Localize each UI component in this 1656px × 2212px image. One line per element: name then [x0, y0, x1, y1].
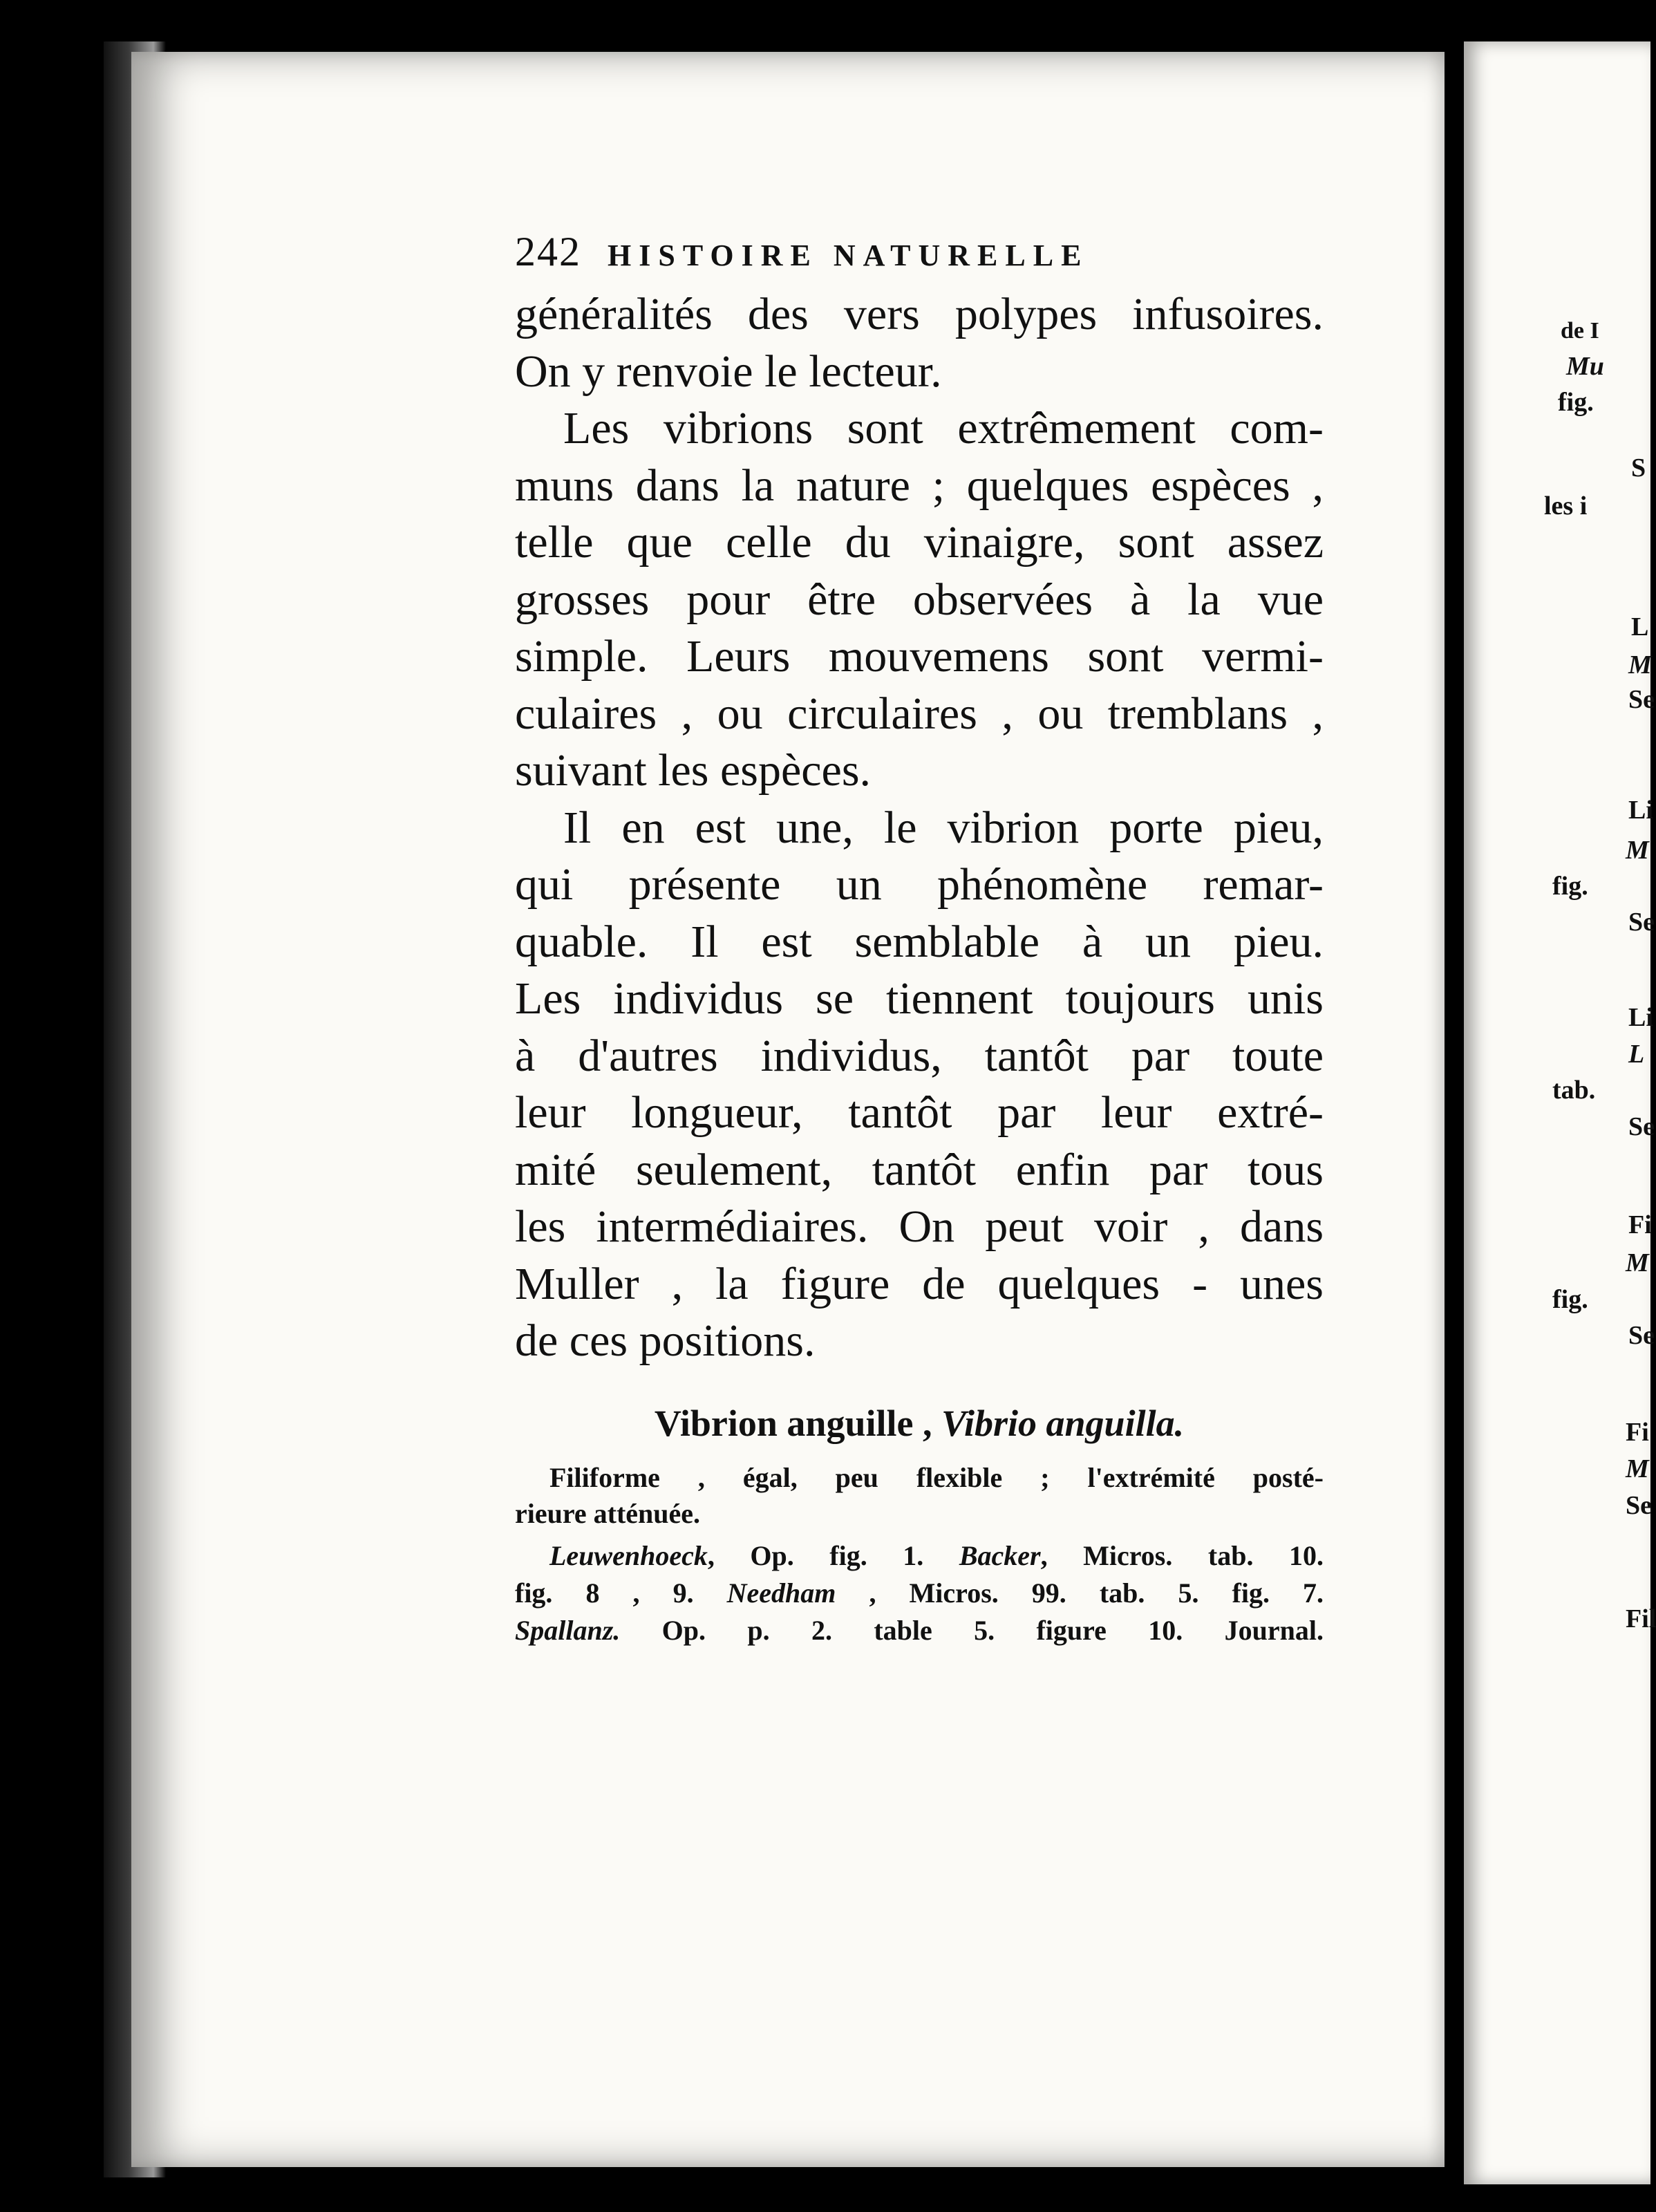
fragment: S: [1631, 453, 1646, 482]
fragment: M: [1628, 650, 1652, 679]
reference-author: Needham: [726, 1577, 836, 1609]
reference-line: [515, 1537, 1324, 1575]
running-head-title: HISTOIRE NATURELLE: [608, 238, 1089, 272]
reference-text: , Micros. 99. tab. 5. fig. 7.: [869, 1577, 1324, 1609]
fragment: Se: [1628, 1321, 1655, 1350]
text-line: Les vibrions sont extrêmement com-: [563, 403, 1324, 453]
text-line: suivant les espèces.: [515, 745, 872, 796]
fragment: fig.: [1558, 388, 1594, 417]
text-line: les intermédiaires. On peut voir , dans: [515, 1201, 1324, 1252]
fragment: fig.: [1552, 872, 1588, 901]
fragment: fig.: [1552, 1285, 1588, 1314]
reference-line: [515, 1612, 1324, 1649]
fragment: M: [1626, 1248, 1649, 1277]
species-latin-name: Vibrio anguilla.: [941, 1402, 1185, 1444]
reference-author: Leuwenhoeck: [549, 1539, 708, 1571]
species-common-name: Vibrion anguille ,: [654, 1402, 932, 1444]
text-line: simple. Leurs mouvemens sont vermi-: [515, 631, 1324, 682]
paragraph-1: [515, 286, 1324, 400]
fragment: Se: [1628, 1112, 1655, 1141]
fragment: L: [1631, 612, 1649, 641]
species-references: [515, 1537, 1324, 1649]
fragment: M: [1626, 836, 1649, 865]
text-line: quable. Il est semblable à un pieu.: [515, 916, 1324, 967]
reference-text: fig. 8 , 9.: [515, 1577, 694, 1609]
paragraph-2: [515, 400, 1324, 800]
description-line: rieure atténuée.: [515, 1497, 701, 1529]
reference-text: , Op. fig. 1.: [707, 1539, 924, 1571]
text-line: leur longueur, tantôt par leur extré-: [515, 1087, 1324, 1138]
fragment: Fi: [1626, 1418, 1649, 1447]
page-number: 242: [515, 229, 581, 274]
fragment: de I: [1561, 318, 1599, 344]
text-line: de ces positions.: [515, 1315, 816, 1366]
text-line: On y renvoie le lecteur.: [515, 346, 942, 397]
fragment: Mu: [1566, 352, 1604, 381]
species-description: [515, 1460, 1324, 1532]
page-text: [515, 228, 1324, 1649]
fragment: Li: [1628, 796, 1653, 825]
text-line: à d'autres individus, tantôt par toute: [515, 1030, 1324, 1081]
text-line: grosses pour être observées à la vue: [515, 574, 1324, 625]
book-gutter: [1445, 0, 1464, 2212]
fragment: Li: [1628, 1003, 1653, 1032]
fragment: les i: [1544, 491, 1588, 521]
text-line: Les individus se tiennent toujours unis: [515, 973, 1324, 1024]
text-line: Muller , la figure de quelques - unes: [515, 1258, 1324, 1309]
text-line: telle que celle du vinaigre, sont assez: [515, 517, 1324, 568]
running-head: [515, 228, 1324, 283]
fragment: Se: [1626, 1491, 1652, 1520]
fragment: L: [1628, 1040, 1645, 1069]
right-page-edge: [1464, 41, 1650, 2184]
text-line: généralités des vers polypes infusoires.: [515, 289, 1324, 339]
fragment: Se: [1628, 685, 1655, 714]
reference-line: [515, 1575, 1324, 1612]
description-line: Filiforme , égal, peu flexible ; l'extrémité posté-: [549, 1461, 1324, 1493]
fragment: tab.: [1552, 1076, 1596, 1105]
species-heading: [515, 1402, 1324, 1445]
paragraph-3: [515, 800, 1324, 1370]
text-line: mité seulement, tantôt enfin par tous: [515, 1144, 1324, 1195]
reference-author: Spallanz.: [515, 1614, 621, 1646]
text-line: qui présente un phénomène remar-: [515, 859, 1324, 910]
reference-author: Backer: [959, 1539, 1041, 1571]
reference-text: Op. p. 2. table 5. figure 10. Journal.: [661, 1614, 1324, 1646]
fragment: M: [1626, 1454, 1649, 1483]
fragment: Fi: [1628, 1210, 1652, 1239]
fragment: Se: [1628, 908, 1655, 937]
text-line: muns dans la nature ; quelques espèces ,: [515, 460, 1324, 511]
text-line: Il en est une, le vibrion porte pieu,: [563, 802, 1324, 853]
fragment: Fil: [1626, 1604, 1656, 1633]
text-line: culaires , ou circulaires , ou tremblans ,: [515, 688, 1324, 739]
reference-text: , Micros. tab. 10.: [1040, 1539, 1324, 1571]
